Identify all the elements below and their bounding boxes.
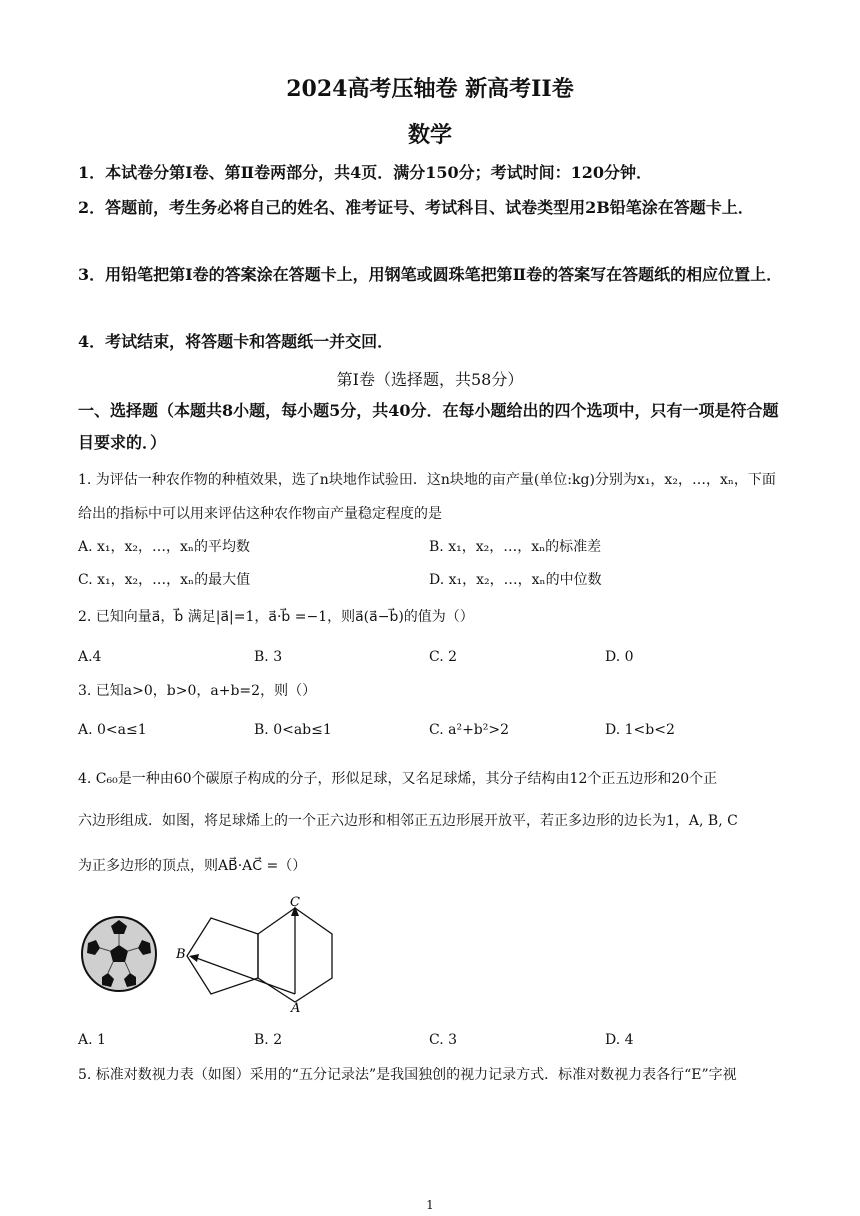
- question-4-line-1: 4. C₆₀是一种由60个碳原子构成的分子，形似足球，又名足球烯，其分子结构由12个正五边形和20个正: [78, 771, 718, 787]
- q1-option-a: A. x₁，x₂，…，xₙ的平均数: [78, 539, 250, 555]
- label-a: A: [291, 1001, 301, 1016]
- soccer-ball-figure: [80, 915, 158, 993]
- instruction-3: 3．用铅笔把第Ⅰ卷的答案涂在答题卡上，用钢笔或圆珠笔把第Ⅱ卷的答案写在答题纸的相应位置上．: [78, 265, 783, 284]
- question-4-line-3: 为正多边形的顶点，则AB⃗·AC⃗ =（）: [78, 858, 307, 874]
- q4-option-d: D. 4: [605, 1032, 634, 1048]
- part-title: 一、选择题（本题共8小题，每小题5分，共40分．在每小题给出的四个选项中，只有一项是符合题目要求的．）: [78, 401, 779, 452]
- q1-option-d: D. x₁，x₂，…，xₙ的中位数: [429, 572, 602, 588]
- instruction-1: 1．本试卷分第Ⅰ卷、第Ⅱ卷两部分，共4页．满分150分；考试时间：120分钟．: [78, 163, 653, 182]
- q3-option-d: D. 1<b<2: [605, 722, 675, 738]
- q3-option-a: A. 0<a≤1: [78, 722, 147, 738]
- q2-option-d: D. 0: [605, 649, 634, 665]
- q4-option-a: A. 1: [78, 1032, 106, 1048]
- polygon-figure: [172, 894, 342, 1016]
- q4-option-b: B. 2: [254, 1032, 283, 1048]
- label-b: B: [176, 947, 186, 962]
- q4-option-c: C. 3: [429, 1032, 458, 1048]
- q2-option-c: C. 2: [429, 649, 458, 665]
- q3-option-c: C. a²+b²>2: [429, 722, 510, 738]
- q2-option-b: B. 3: [254, 649, 283, 665]
- question-2-stem: 2. 已知向量a⃗，b⃗ 满足|a⃗|=1，a⃗·b⃗ =−1，则a⃗(a⃗−b⃗)的值为（）: [78, 609, 474, 625]
- question-1-stem: 1. 为评估一种农作物的种植效果，选了n块地作试验田．这n块地的亩产量(单位:kg)分别为x₁，x₂，…，xₙ，下面给出的指标中可以用来评估这种农作物亩产量稳定程度的是: [78, 472, 776, 522]
- q1-option-c: C. x₁，x₂，…，xₙ的最大值: [78, 572, 251, 588]
- q3-option-b: B. 0<ab≤1: [254, 722, 332, 738]
- instruction-4: 4．考试结束，将答题卡和答题纸一并交回．: [78, 332, 394, 351]
- question-4-line-2: 六边形组成．如图，将足球烯上的一个正六边形和相邻正五边形展开放平，若正多边形的边长为1，A, B, C: [78, 813, 738, 829]
- label-c: C: [290, 895, 300, 910]
- question-3-stem: 3. 已知a>0，b>0，a+b=2，则（）: [78, 683, 317, 699]
- page-number: 1: [426, 1198, 434, 1212]
- instruction-2: 2．答题前，考生务必将自己的姓名、准考证号、考试科目、试卷类型用2B铅笔涂在答题卡上．: [78, 198, 754, 217]
- question-5-stem: 5. 标准对数视力表（如图）采用的“五分记录法”是我国独创的视力记录方式．标准对数视力表各行“E”字视: [78, 1067, 737, 1083]
- section-title: 第Ⅰ卷（选择题，共58分）: [336, 370, 524, 389]
- subject-title: 数学: [407, 122, 452, 148]
- exam-title: 2024高考压轴卷 新高考II卷: [286, 76, 574, 102]
- q2-option-a: A.4: [78, 649, 102, 665]
- q1-option-b: B. x₁，x₂，…，xₙ的标准差: [429, 539, 602, 555]
